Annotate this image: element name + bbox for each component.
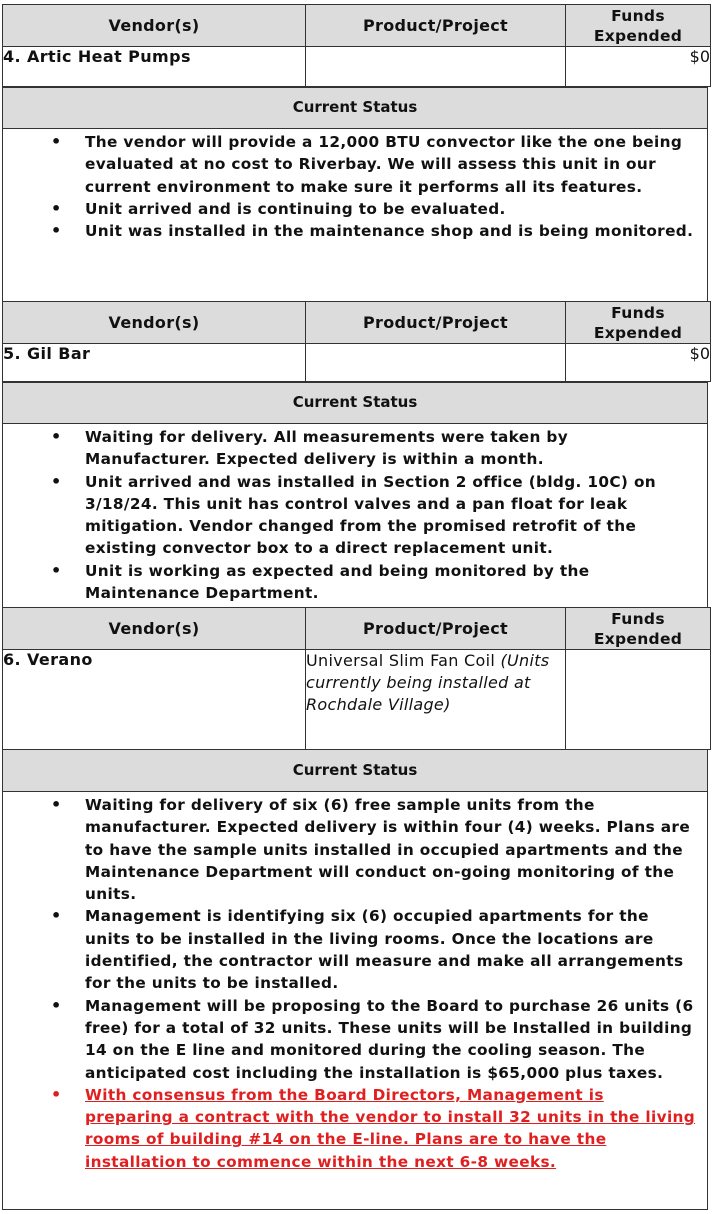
vendor-header: Vendor(s) xyxy=(3,302,306,344)
vendor-header: Vendor(s) xyxy=(3,608,306,650)
current-status-header: Current Status xyxy=(2,382,708,424)
funds-amount xyxy=(566,650,711,750)
status-box-4 xyxy=(2,129,708,301)
product-header: Product/Project xyxy=(306,302,566,344)
product-cell xyxy=(306,47,566,87)
vendor-name: 4. Artic Heat Pumps xyxy=(3,47,306,87)
vendor-table-5 xyxy=(2,301,711,382)
status-list xyxy=(3,794,707,1173)
current-status-header: Current Status xyxy=(2,749,708,792)
status-bullet-highlight: • With consensus from the Board Directors, Management is preparing a contract with the vendor to install 32 units in the living rooms of building #14 on the E-line. Plans are to have the installation to commence within the next 6-8 weeks. xyxy=(85,1084,707,1173)
product-cell: Universal Slim Fan Coil (Units currently being installed at Rochdale Village) xyxy=(306,650,566,750)
funds-header: Funds Expended xyxy=(566,5,711,47)
product-cell xyxy=(306,344,566,382)
current-status-header: Current Status xyxy=(2,87,708,129)
status-list xyxy=(3,131,707,242)
vendor-name: 5. Gil Bar xyxy=(3,344,306,382)
vendor-name: 6. Verano xyxy=(3,650,306,750)
funds-amount: $0 xyxy=(566,344,711,382)
status-bullet: • Unit arrived and is continuing to be evaluated. xyxy=(85,198,707,220)
status-bullet: • Unit arrived and was installed in Section 2 office (bldg. 10C) on 3/18/24. This unit has control valves and a pan float for leak mitigation. Vendor changed from the promised retrofit of the existing convector box to a direct replacement unit. xyxy=(85,471,707,560)
funds-header: Funds Expended xyxy=(566,302,711,344)
vendor-table-4 xyxy=(2,4,711,87)
table-bottom-border xyxy=(2,1209,708,1210)
status-bullet: • Management will be proposing to the Board to purchase 26 units (6 free) for a total of 32 units. These units will be Installed in building 14 on the E line and monitored during the cooling season. The anticipated cost including the installation is $65,000 plus taxes. xyxy=(85,995,707,1084)
status-bullet: • Unit is working as expected and being monitored by the Maintenance Department. xyxy=(85,560,707,605)
funds-amount: $0 xyxy=(566,47,711,87)
status-bullet: • Waiting for delivery. All measurements were taken by Manufacturer. Expected delivery is within a month. xyxy=(85,426,707,471)
status-bullet: • The vendor will provide a 12,000 BTU convector like the one being evaluated at no cost to Riverbay. We will assess this unit in our current environment to make sure it performs all its features. xyxy=(85,131,707,198)
vendor-table-6 xyxy=(2,607,711,750)
status-bullet: • Unit was installed in the maintenance shop and is being monitored. xyxy=(85,220,707,242)
status-bullet: • Waiting for delivery of six (6) free sample units from the manufacturer. Expected delivery is within four (4) weeks. Plans are to have the sample units installed in occupied apartments and the Maintenance Department will conduct on-going monitoring of the units. xyxy=(85,794,707,905)
status-box-5 xyxy=(2,424,708,607)
product-header: Product/Project xyxy=(306,608,566,650)
status-list xyxy=(3,426,707,604)
product-header: Product/Project xyxy=(306,5,566,47)
funds-header: Funds Expended xyxy=(566,608,711,650)
product-note: (Units currently being installed at Rochdale Village) xyxy=(306,651,550,714)
vendor-header: Vendor(s) xyxy=(3,5,306,47)
status-box-6 xyxy=(2,792,708,1210)
status-bullet: • Management is identifying six (6) occupied apartments for the units to be installed in the living rooms. Once the locations are identified, the contractor will measure and make all arrangements for the units to be installed. xyxy=(85,905,707,994)
